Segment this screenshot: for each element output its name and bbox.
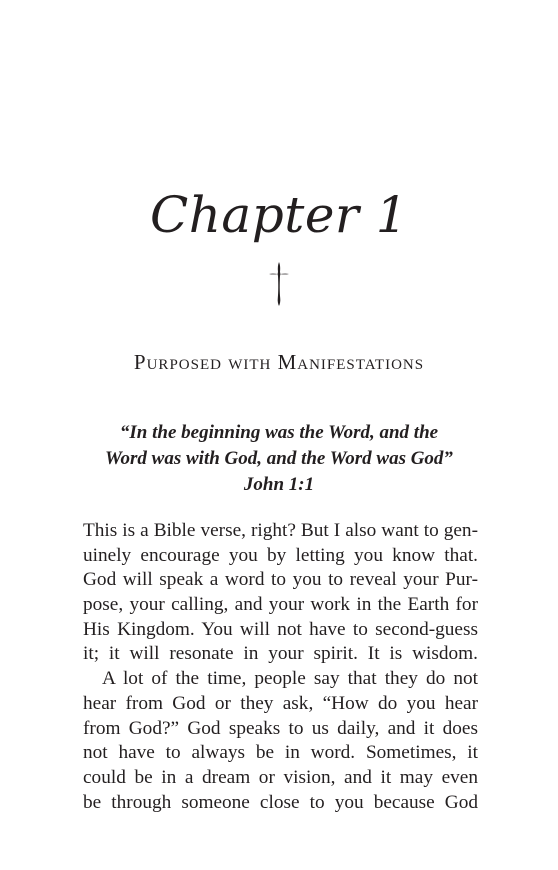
body-text xyxy=(83,519,478,815)
body-line: not have to always be in word. Sometimes, it xyxy=(83,742,478,764)
body-line: pose, your calling, and your work in the Earth for xyxy=(83,594,478,616)
epigraph-reference: John 1:1 xyxy=(243,474,315,495)
cross-icon xyxy=(268,262,290,306)
body-line: This is a Bible verse, right? But I also want to gen- xyxy=(83,520,478,541)
body-line: His Kingdom. You will not have to second-guess xyxy=(83,618,478,640)
body-line: God will speak a word to you to reveal your Pur- xyxy=(83,569,478,591)
chapter-title: Chapter 1 xyxy=(149,186,409,244)
body-line: A lot of the time, people say that they do not xyxy=(102,668,478,690)
body-line: could be in a dream or vision, and it may even xyxy=(83,766,478,788)
section-heading: Purposed with Manifestations xyxy=(133,350,425,374)
body-line: be through someone close to you because God xyxy=(83,791,478,813)
epigraph-line: “In the beginning was the Word, and the xyxy=(119,422,439,443)
body-line: hear from God or they ask, “How do you hear xyxy=(83,692,478,714)
epigraph xyxy=(60,420,498,498)
epigraph-line: Word was with God, and the Word was God” xyxy=(105,448,453,469)
body-line: it; it will resonate in your spirit. It is wisdom. xyxy=(83,643,478,665)
body-line: uinely encourage you by letting you know that. xyxy=(83,544,478,566)
body-line: from God?” God speaks to us daily, and it does xyxy=(83,717,478,739)
